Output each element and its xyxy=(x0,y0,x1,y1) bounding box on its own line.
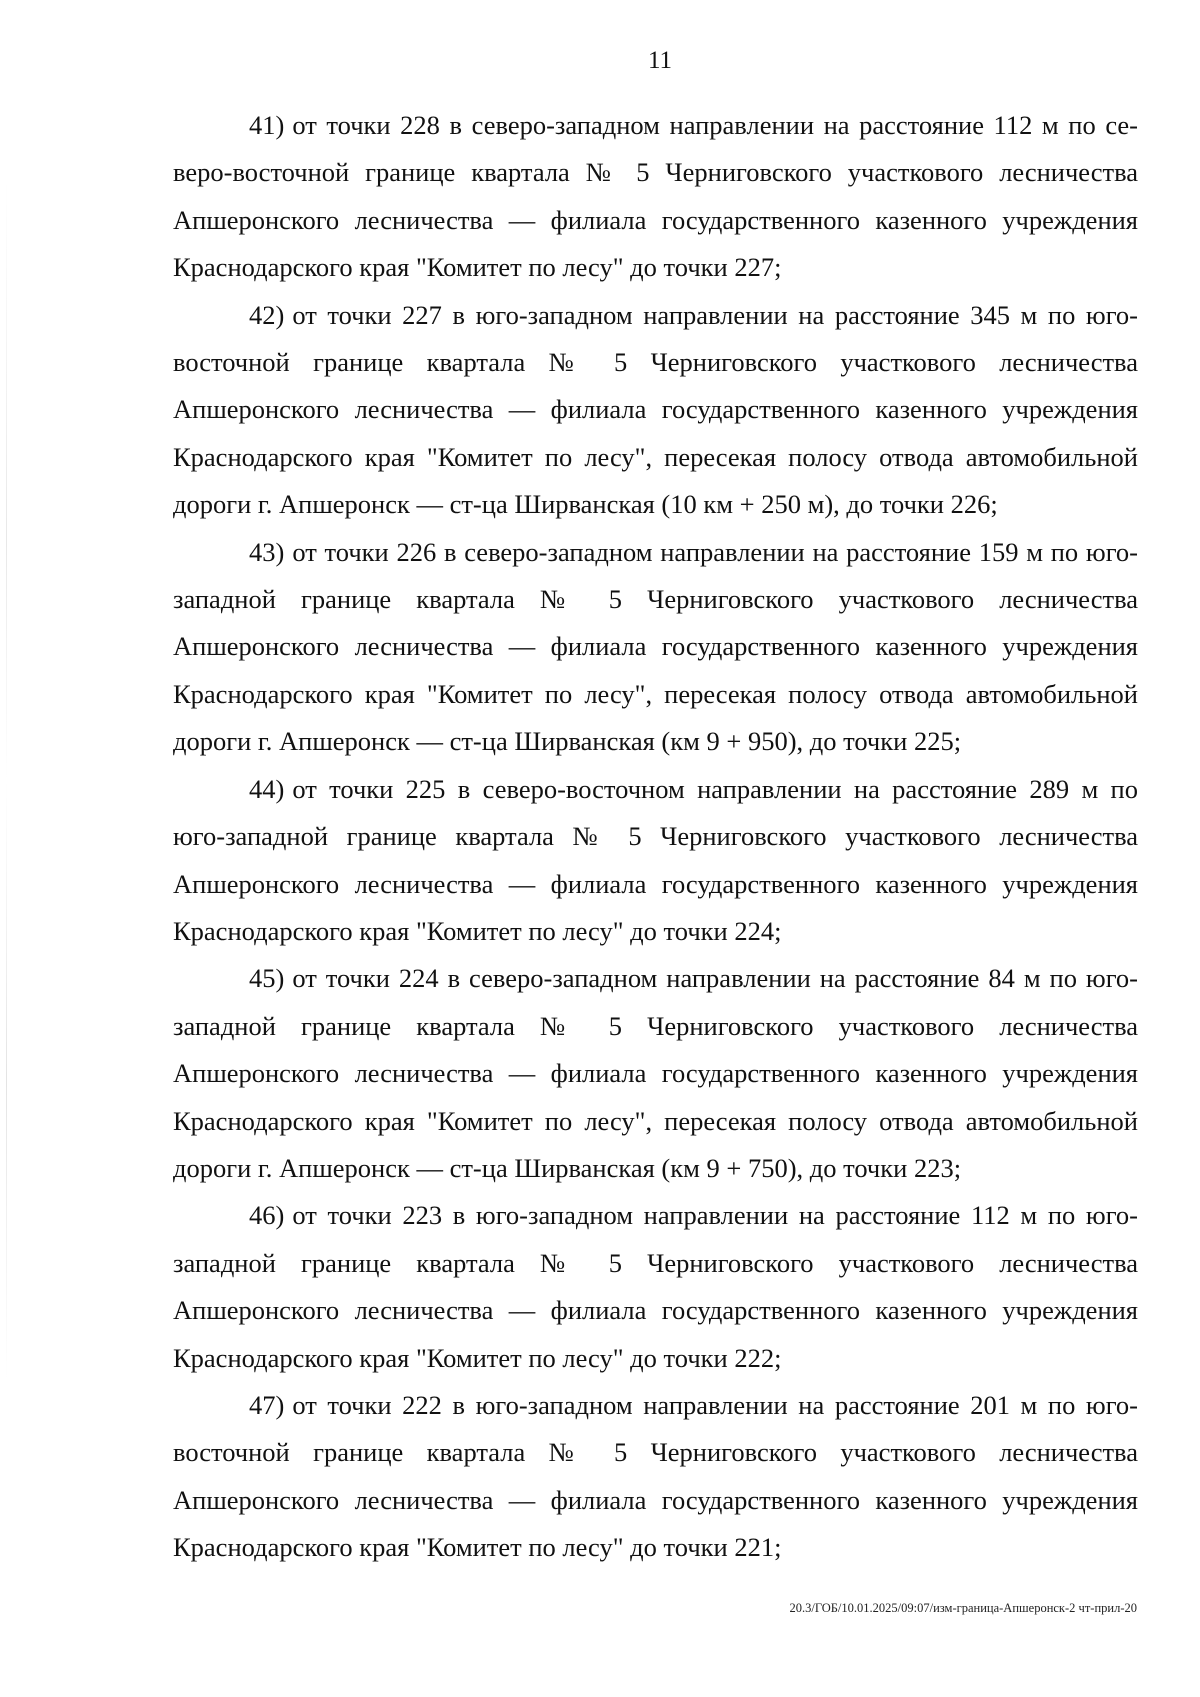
document-footer-code: 20.3/ГОБ/10.01.2025/09:07/изм-граница-Апшеронск-2 чт-прил-20 xyxy=(789,1601,1137,1615)
paragraph-43 xyxy=(173,529,1138,766)
paragraph-text: от точки 226 в северо-западном направлении на расстояние 159 м по юго-западной границе квартала № 5 Черниговского участкового лесничества Апшеронского лесничества — филиала государственного казенного учреждения Краснодарского края "Комитет по лесу", пересекая полосу отвода автомобильной дороги г. Апшеронск — ст-ца Ширванская (км 9 + 950), до точки 225; xyxy=(173,536,1138,757)
paragraph-number: 44) xyxy=(249,773,285,804)
paragraph-47 xyxy=(173,1382,1138,1572)
page-number: 11 xyxy=(647,47,673,74)
paragraph-text: от точки 227 в юго-западном направлении на расстояние 345 м по юго-восточной границе квартала № 5 Черниговского участкового лесничества Апшеронского лесничества — филиала государственного казенного учреждения Краснодарского края "Комитет по лесу", пересекая полосу отвода автомобильной дороги г. Апшеронск — ст-ца Ширванская (10 км + 250 м), до точки 226; xyxy=(173,299,1138,520)
paragraph-number: 41) xyxy=(249,110,285,140)
paragraph-41 xyxy=(173,102,1138,292)
paragraph-text: от точки 225 в северо-восточном направлении на расстояние 289 м по юго-западной границе квартала № 5 Черниговского участкового лесничества Апшеронского лесничества — филиала государственного казенного учреждения Краснодарского края "Комитет по лесу" до точки 224; xyxy=(173,773,1138,946)
paragraph-number: 45) xyxy=(249,963,285,994)
paragraph-number: 46) xyxy=(249,1200,285,1231)
paragraph-number: 42) xyxy=(249,299,285,330)
document-body xyxy=(173,102,1138,1572)
paragraph-45 xyxy=(173,955,1138,1192)
paragraph-text: от точки 223 в юго-западном направлении на расстояние 112 м по юго-западной границе квартала № 5 Черниговского участкового лесничества Апшеронского лесничества — филиала государственного казенного учреждения Краснодарского края "Комитет по лесу" до точки 222; xyxy=(173,1200,1138,1373)
paragraph-42 xyxy=(173,292,1138,529)
paragraph-text: от точки 224 в северо-западном направлении на расстояние 84 м по юго-западной границе квартала № 5 Черниговского участкового лесничества Апшеронского лесничества — филиала государственного казенного учреждения Краснодарского края "Комитет по лесу", пересекая полосу отвода автомобильной дороги г. Апшеронск — ст-ца Ширванская (км 9 + 750), до точки 223; xyxy=(173,963,1138,1183)
paragraph-number: 43) xyxy=(249,536,285,567)
paragraph-text: от точки 228 в северо-западном направлении на расстояние 112 м по северо-восточной границе квартала № 5 Черниговского участкового лесничества Апшеронского лесничества — филиала государственного казенного учреждения Краснодарского края "Комитет по лесу" до точки 227; xyxy=(173,110,1138,283)
paragraph-46 xyxy=(173,1192,1138,1382)
paragraph-text: от точки 222 в юго-западном направлении на расстояние 201 м по юго-восточной границе квартала № 5 Черниговского участкового лесничества Апшеронского лесничества — филиала государственного казенного учреждения Краснодарского края "Комитет по лесу" до точки 221; xyxy=(173,1389,1138,1563)
paragraph-44 xyxy=(173,766,1138,956)
scan-edge-artifact xyxy=(6,180,7,1380)
paragraph-number: 47) xyxy=(249,1389,285,1420)
